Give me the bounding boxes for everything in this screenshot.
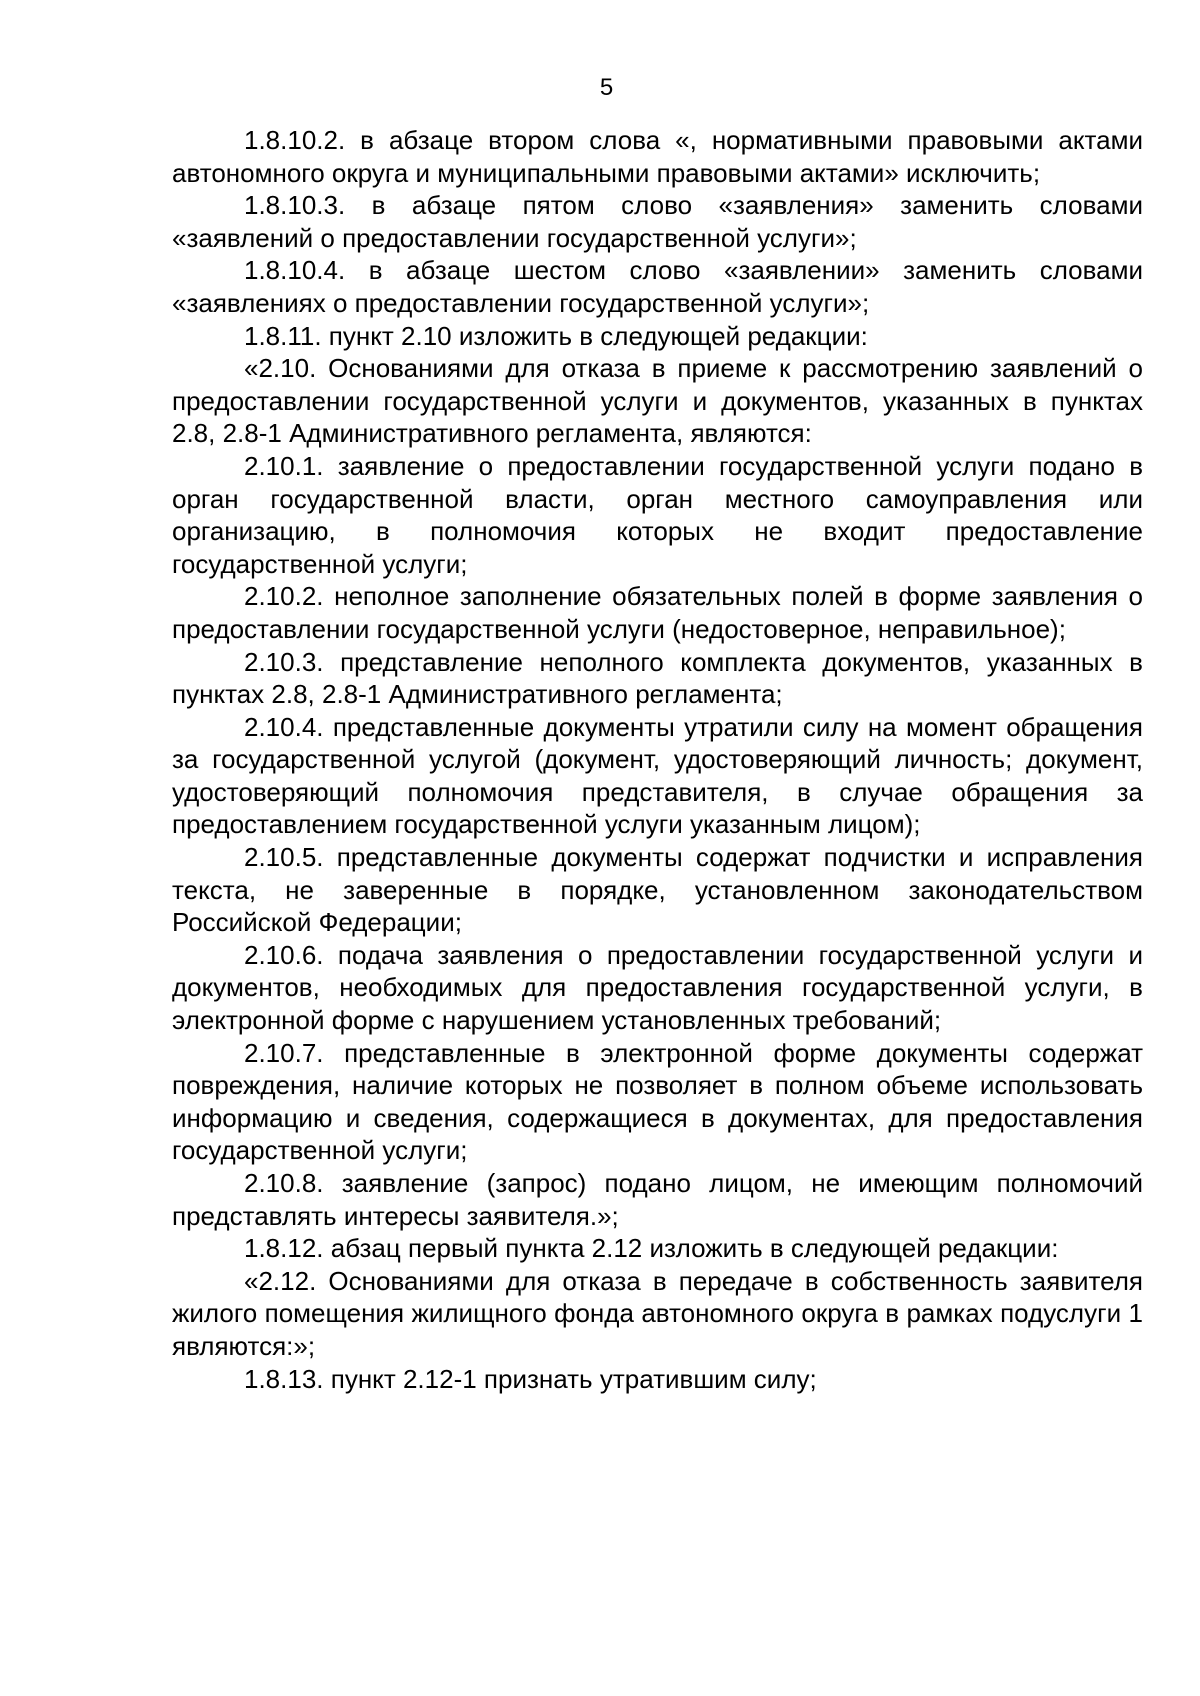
paragraph-2-10-8: 2.10.8. заявление (запрос) подано лицом, не имеющим полномочий представлять интересы заявителя.»; — [172, 1168, 1143, 1231]
paragraph-2-10-1: 2.10.1. заявление о предоставлении государственной услуги подано в орган государственной власти, орган местного самоуправления или организацию, в полномочия которых не входит предоставление государственной услуги; — [172, 450, 1143, 579]
paragraph-1-8-10-2: 1.8.10.2. в абзаце втором слова «, нормативными правовыми актами автономного округа и муниципальными правовыми актами» исключить; — [172, 125, 1143, 188]
paragraph-2-12: «2.12. Основаниями для отказа в передаче в собственность заявителя жилого помещения жилищного фонда автономного округа в рамках подуслуги 1 являются:»; — [172, 1265, 1143, 1361]
paragraph-2-10-7: 2.10.7. представленные в электронной форме документы содержат повреждения, наличие которых не позволяет в полном объеме использовать информацию и сведения, содержащиеся в документах, для предоставления государственной услуги; — [172, 1037, 1143, 1166]
document-body — [172, 124, 1143, 1395]
paragraph-1-8-13: 1.8.13. пункт 2.12-1 признать утратившим силу; — [244, 1363, 817, 1394]
page-number: 5 — [599, 74, 614, 101]
paragraph-2-10-6: 2.10.6. подача заявления о предоставлении государственной услуги и документов, необходимых для предоставления государственной услуги, в электронной форме с нарушением установленных требований; — [172, 939, 1143, 1036]
paragraph-1-8-10-3: 1.8.10.3. в абзаце пятом слово «заявления» заменить словами «заявлений о предоставлении государственной услуги»; — [172, 190, 1143, 253]
paragraph-2-10-3: 2.10.3. представление неполного комплекта документов, указанных в пунктах 2.8, 2.8-1 Административного регламента; — [172, 646, 1143, 710]
paragraph-1-8-11: 1.8.11. пункт 2.10 изложить в следующей редакции: — [244, 320, 868, 351]
paragraph-2-10-2: 2.10.2. неполное заполнение обязательных полей в форме заявления о предоставлении государственной услуги (недостоверное, неправильное); — [172, 581, 1143, 644]
paragraph-2-10: «2.10. Основаниями для отказа в приеме к рассмотрению заявлений о предоставлении государственной услуги и документов, указанных в пунктах 2.8, 2.8-1 Административного регламента, являются: — [172, 353, 1143, 449]
paragraph-2-10-4: 2.10.4. представленные документы утратили силу на момент обращения за государственной услугой (документ, удостоверяющий личность; документ, удостоверяющий полномочия представителя, в случае обращения за предоставлением государственной услуги указанным лицом); — [172, 711, 1143, 840]
paragraph-1-8-10-4: 1.8.10.4. в абзаце шестом слово «заявлении» заменить словами «заявлениях о предоставлении государственной услуги»; — [172, 255, 1143, 318]
paragraph-2-10-5: 2.10.5. представленные документы содержат подчистки и исправления текста, не заверенные в порядке, установленном законодательством Российской Федерации; — [172, 842, 1143, 938]
paragraph-1-8-12: 1.8.12. абзац первый пункта 2.12 изложить в следующей редакции: — [244, 1233, 1059, 1264]
